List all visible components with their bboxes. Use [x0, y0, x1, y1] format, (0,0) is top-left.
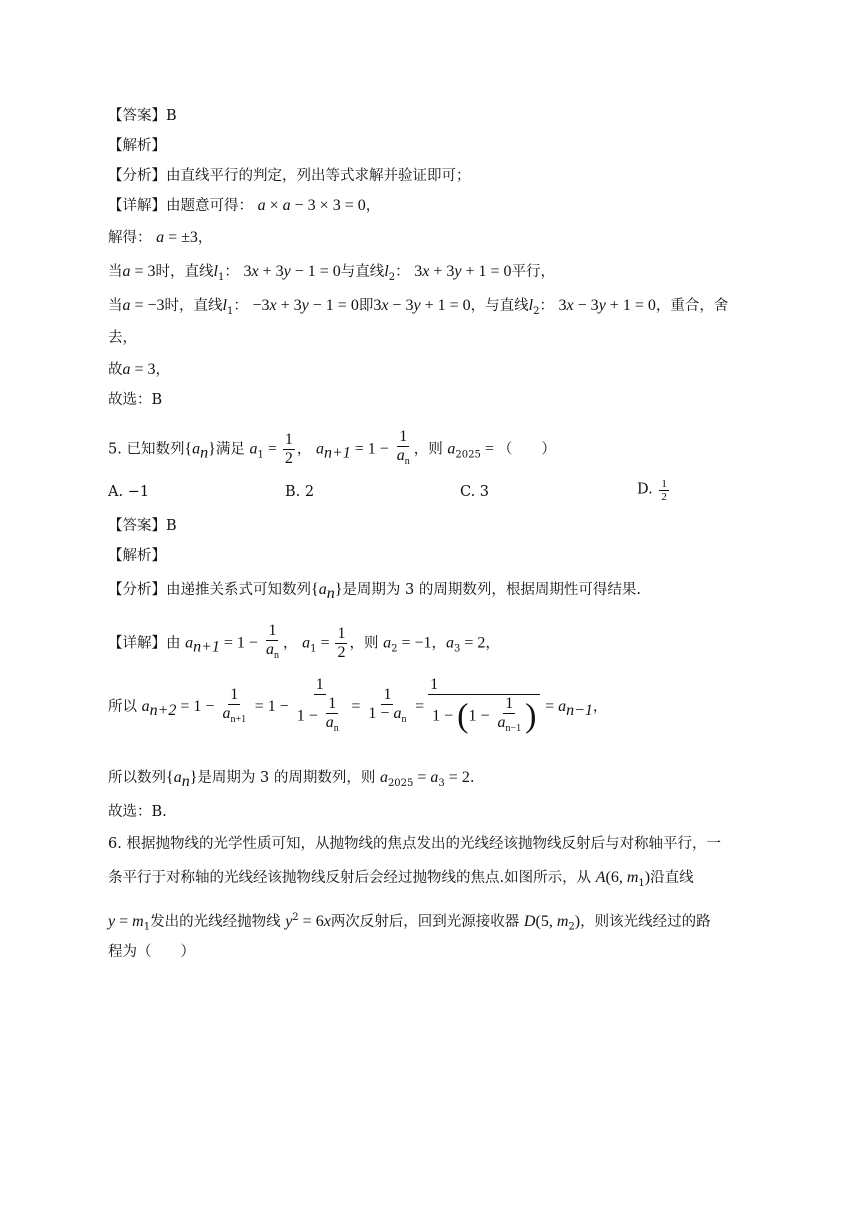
conclusion-line-4: 故a = 3， — [108, 361, 171, 378]
derivation-line: 所以 $a_{n+2} = 1$ − $\frac{1}{a_{n+1}}$ = 1 − 1 1 − $\frac{1}{a_n}$ = $\frac{1}{1 - a_n}$ = 1 1 − (1 − $\frac{1}{a_{n-1}}$ ) = $a_{n-1}$， — [108, 676, 608, 735]
option-d[interactable]: D. $\frac{1}{2}$ — [637, 478, 667, 503]
case2-cont: 去， — [108, 330, 137, 346]
detail-line-5: 【详解】由 $a_{n+1} = 1$ − $\frac{1}{a_n}$ ， $a_1$ = $\frac{1}{2}$ ，则 $a_2 = -1$，$a_3 = 2$， — [108, 622, 500, 662]
answer-label-5: 【答案】B — [108, 518, 177, 534]
fenxi-label: 【分析】 — [108, 168, 166, 184]
fenxi-line-4 — [108, 166, 471, 186]
question6-line1: 6. 根据抛物线的光学性质可知，从抛物线的焦点发出的光线经该抛物线反射后与对称轴平行，一 — [108, 836, 721, 852]
question5-stem: 5. 已知数列$\{a_n\}$满足 $a_1$ = $\frac{1}{2}$ ， $a_{n+1} = 1$ − $\frac{1}{a_n}$ ，则 $a_{2025}$ = （ ） — [108, 428, 556, 468]
detail-line-4: 【详解】由题意可得： a × a − 3 × 3 = 0， — [108, 197, 381, 214]
detail-text: 由题意可得： — [166, 198, 253, 214]
option-c[interactable]: C. 3 — [460, 484, 490, 500]
choose-line-4: 故选：B — [108, 392, 163, 408]
analysis-heading-4: 【解析】 — [108, 138, 166, 154]
equation-main: a — [257, 197, 266, 214]
conclusion-line-5: 所以数列$\{a_n\}$是周期为 3 的周期数列，则 $a_{2025} = a_3 = 2$. — [108, 769, 475, 790]
solve-line-4: 解得： a = ±3， — [108, 229, 213, 246]
analysis-heading-5: 【解析】 — [108, 548, 166, 564]
fenxi-line-5: 【分析】由递推关系式可知数列$\{a_n\}$是周期为 3 的周期数列，根据周期性可得结果. — [108, 581, 641, 602]
case2-line: 当a = −3时，直线$l_1$： −3x + 3y − 1 = 0即3x − 3y + 1 = 0，与直线$l_2$： 3x − 3y + 1 = 0，重合，舍 — [108, 297, 729, 317]
solve-text: 解得： — [108, 230, 152, 246]
choose-line-5: 故选：B. — [108, 804, 167, 820]
case1-line: 当a = 3时，直线$l_1$： 3x + 3y − 1 = 0与直线$l_2$： 3x + 3y + 1 = 0平行， — [108, 263, 555, 283]
question6-line2: 条平行于对称轴的光线经该抛物线反射后会经过抛物线的焦点.如图所示，从 A(6, $m_1$)沿直线 — [108, 869, 694, 889]
question6-line4: 程为（ ） — [108, 944, 195, 960]
option-a[interactable]: A. −1 — [108, 484, 150, 500]
detail-label: 【详解】 — [108, 198, 166, 214]
option-b[interactable]: B. 2 — [285, 484, 315, 500]
fenxi-text: 由直线平行的判定，列出等式求解并验证即可； — [166, 168, 471, 184]
question6-line3: $y = m_1$发出的光线经抛物线 $y^2 = 6x$两次反射后，回到光源接收器 D(5, $m_2$)，则该光线经过的路 — [108, 912, 711, 933]
answer-label-4: 【答案】B — [108, 108, 177, 124]
